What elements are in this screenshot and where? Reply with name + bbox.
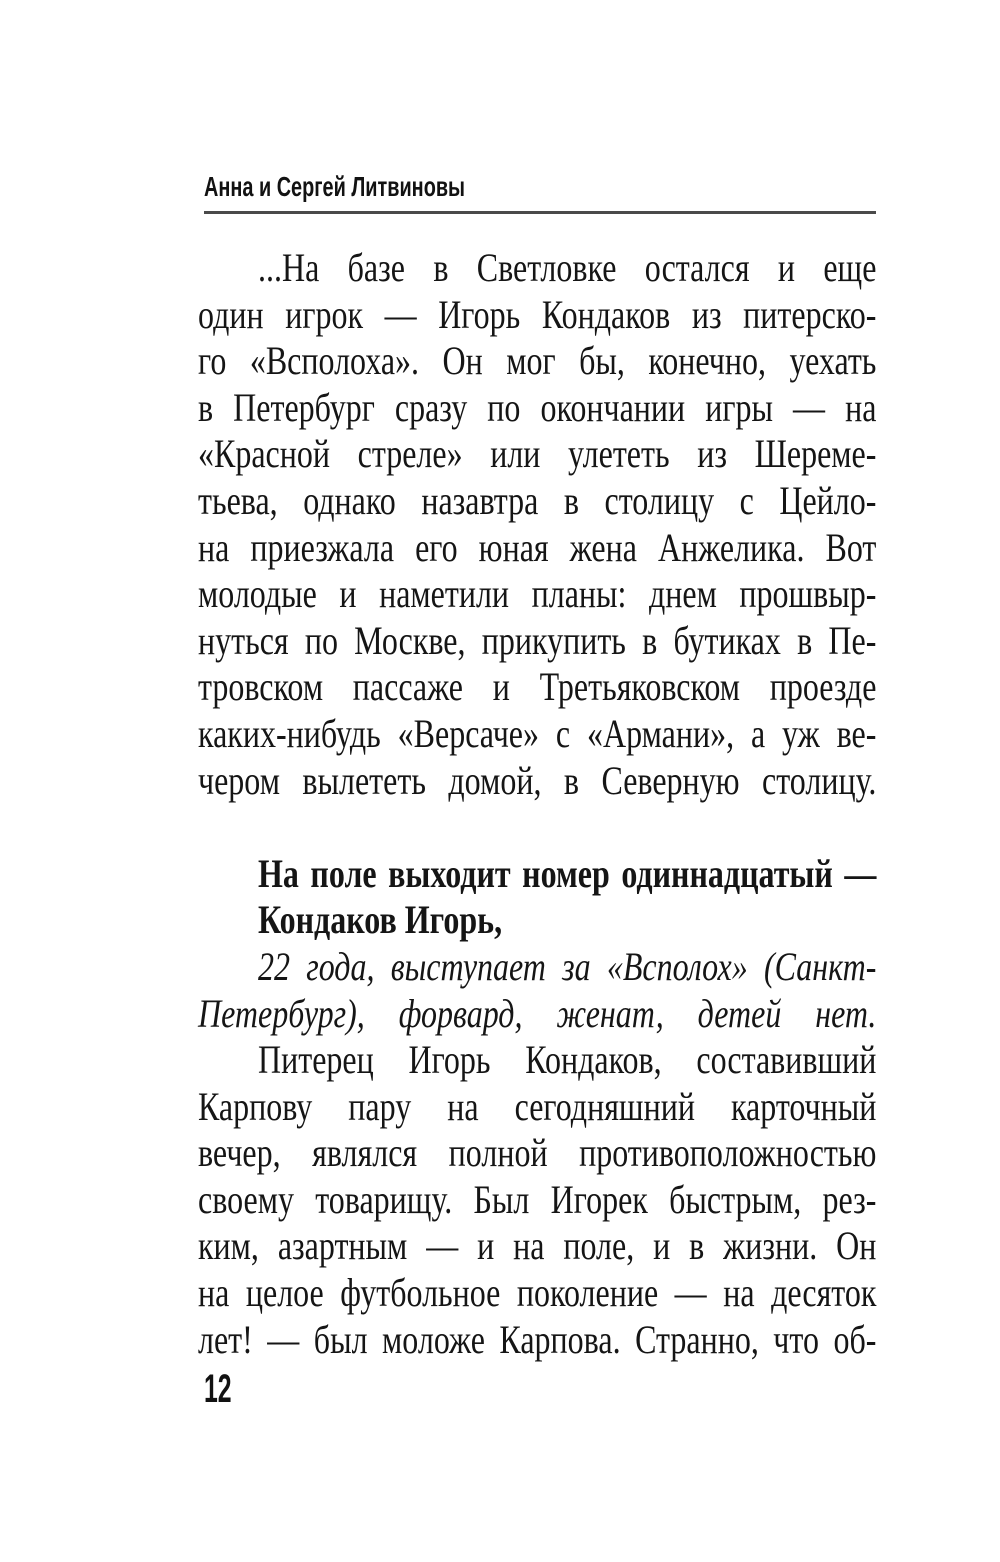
text-line: на целое футбольное поколение — на десяток (198, 1270, 877, 1316)
text-line: на приезжала его юная жена Анжелика. Вот (198, 524, 877, 570)
player-info-italic (198, 944, 876, 1037)
text-line: го «Всполоха». Он мог бы, конечно, уехать (198, 338, 877, 384)
text-line: каких-нибудь «Версаче» с «Армани», а уж ве- (198, 710, 877, 756)
text-line: нуться по Москве, прикупить в бутиках в Пе- (198, 617, 877, 663)
text-line: в Петербург сразу по окончании игры — на (198, 384, 877, 430)
text-line: Петербург), форвард, женат, детей нет. (198, 990, 877, 1036)
text-line: вечер, являлся полной противоположностью (198, 1130, 877, 1176)
text-line: На поле выходит номер одиннадцатый — (258, 850, 877, 896)
text-line: молодые и наметили планы: днем прошвыр- (198, 571, 877, 617)
paragraph-2 (198, 1037, 876, 1363)
text-line: тровском пассаже и Третьяковском проезде (198, 664, 877, 710)
text-line: один игрок — Игорь Кондаков из питерско- (198, 291, 877, 337)
match-announcement-bold (198, 851, 876, 944)
text-line: Кондаков Игорь, (258, 897, 503, 943)
text-line: «Красной стреле» или улететь из Шереме- (198, 431, 877, 477)
text-body (198, 245, 876, 1363)
text-line: тьева, однако назавтра в столицу с Цейло- (198, 477, 877, 523)
text-line: ким, азартным — и на поле, и в жизни. Он (198, 1223, 877, 1269)
header-rule (204, 211, 876, 214)
paragraph-1 (198, 245, 876, 804)
text-line: ...На базе в Светловке остался и еще (258, 245, 877, 290)
text-line: чером вылететь домой, в Северную столицу. (198, 757, 877, 803)
text-line: Питерец Игорь Кондаков, составивший (258, 1037, 877, 1083)
text-line: 22 года, выступает за «Всполох» (Санкт- (258, 943, 877, 989)
text-line: своему товарищу. Был Игорек быстрым, рез- (198, 1176, 877, 1222)
text-line: Карпову пару на сегодняшний карточный (198, 1083, 877, 1129)
page-number: 12 (204, 1367, 232, 1411)
text-line: лет! — был моложе Карпова. Странно, что об- (198, 1316, 877, 1362)
running-header-authors: Анна и Сергей Литвиновы (204, 171, 466, 202)
